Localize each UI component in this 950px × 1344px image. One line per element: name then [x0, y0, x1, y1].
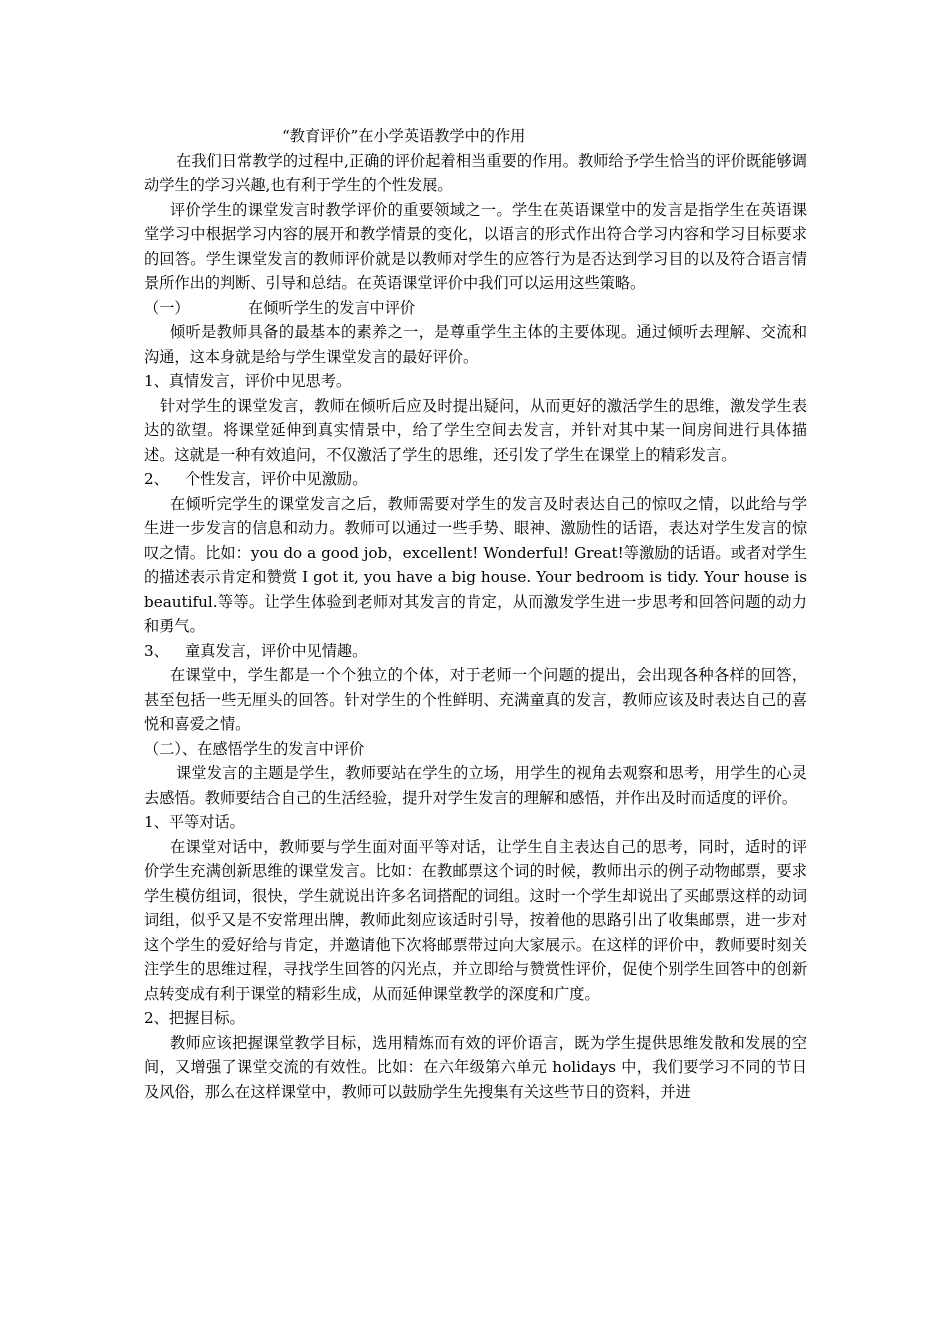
- section-heading-2: （二）、在感悟学生的发言中评价: [144, 739, 365, 758]
- document-body: [144, 124, 807, 1104]
- paragraph: 针对学生的课堂发言，教师在倾听后应及时提出疑问，从而更好的激活学生的思维，激发学生表达的欲望。将课堂延伸到真实情景中，给了学生空间去发言，并针对其中某一间房间进行具体描述。这就是一种有效追问，不仅激活了学生的思维，还引发了学生在课堂上的精彩发言。: [144, 396, 807, 464]
- subsection-heading: 1、真情发言，评价中见思考。: [144, 372, 352, 390]
- section-number: （一）: [144, 298, 190, 317]
- document-title: “教育评价”在小学英语教学中的作用: [282, 127, 526, 145]
- subsection-title: 个性发言，评价中见激励。: [185, 470, 368, 488]
- paragraph: 教师应该把握课堂教学目标，选用精炼而有效的评价语言，既为学生提供思维发散和发展的空间，又增强了课堂交流的有效性。比如：在六年级第六单元 holidays 中，我们要学习不同的节日及风俗，那么在这样课堂中，教师可以鼓励学生先搜集有关这些节日的资料，并进: [144, 1033, 807, 1101]
- paragraph: 在倾听完学生的课堂发言之后，教师需要对学生的发言及时表达自己的惊叹之情，以此给与学生进一步发言的信息和动力。教师可以通过一些手势、眼神、激励性的话语，表达对学生发言的惊叹之情。比如：you do a good job，excellent! Wonderful! Great!等激励的话语。或者对学生的描述表示肯定和赞赏 I got it, you have a big house. Your bedroom is tidy. Your house is beautiful.等等。让学生体验到老师对其发言的肯定，从而激发学生进一步思考和回答问题的动力和勇气。: [144, 494, 807, 635]
- paragraph: 在课堂中，学生都是一个个独立的个体，对于老师一个问题的提出，会出现各种各样的回答，甚至包括一些无厘头的回答。针对学生的个性鲜明、充满童真的发言，教师应该及时表达自己的喜悦和喜爱之情。: [144, 666, 807, 733]
- paragraph: 课堂发言的主题是学生，教师要站在学生的立场，用学生的视角去观察和思考，用学生的心灵去感悟。教师要结合自己的生活经验，提升对学生发言的理解和感悟，并作出及时而适度的评价。: [144, 764, 807, 807]
- subsection-number: 2、: [144, 470, 169, 488]
- subsection-heading: 2、把握目标。: [144, 1009, 245, 1027]
- paragraph: 倾听是教师具备的最基本的素养之一，是尊重学生主体的主要体现。通过倾听去理解、交流和沟通，这本身就是给与学生课堂发言的最好评价。: [144, 323, 807, 366]
- subsection-title: 童真发言，评价中见情趣。: [185, 641, 368, 660]
- paragraph: 在我们日常教学的过程中,正确的评价起着相当重要的作用。教师给予学生恰当的评价既能够调动学生的学习兴趣,也有利于学生的个性发展。: [144, 151, 807, 194]
- section-title: 在倾听学生的发言中评价: [248, 298, 416, 317]
- paragraph: 评价学生的课堂发言时教学评价的重要领域之一。学生在英语课堂中的发言是指学生在英语课堂学习中根据学习内容的展开和教学情景的变化，以语言的形式作出符合学习内容和学习目标要求的回答。学生课堂发言的教师评价就是以教师对学生的应答行为是否达到学习目的以及符合语言情景所作出的判断、引导和总结。在英语课堂评价中我们可以运用这些策略。: [144, 200, 807, 292]
- subsection-heading: [144, 639, 807, 664]
- subsection-heading: [144, 467, 807, 492]
- subsection-heading: 1、平等对话。: [144, 813, 245, 831]
- subsection-number: 3、: [144, 641, 169, 660]
- paragraph: 在课堂对话中，教师要与学生面对面平等对话，让学生自主表达自己的思考，同时，适时的评价学生充满创新思维的课堂发言。比如：在教邮票这个词的时候，教师出示的例子动物邮票，要求学生模仿组词，很快，学生就说出许多名词搭配的词组。这时一个学生却说出了买邮票这样的动词词组，似乎又是不安常理出牌，教师此刻应该适时引导，按着他的思路引出了收集邮票，进一步对这个学生的爱好给与肯定，并邀请他下次将邮票带过向大家展示。在这样的评价中，教师要时刻关注学生的思维过程，寻找学生回答的闪光点，并立即给与赞赏性评价，促使个别学生回答中的创新点转变成有利于课堂的精彩生成，从而延伸课堂教学的深度和广度。: [144, 837, 807, 1003]
- section-heading-1: [144, 296, 807, 321]
